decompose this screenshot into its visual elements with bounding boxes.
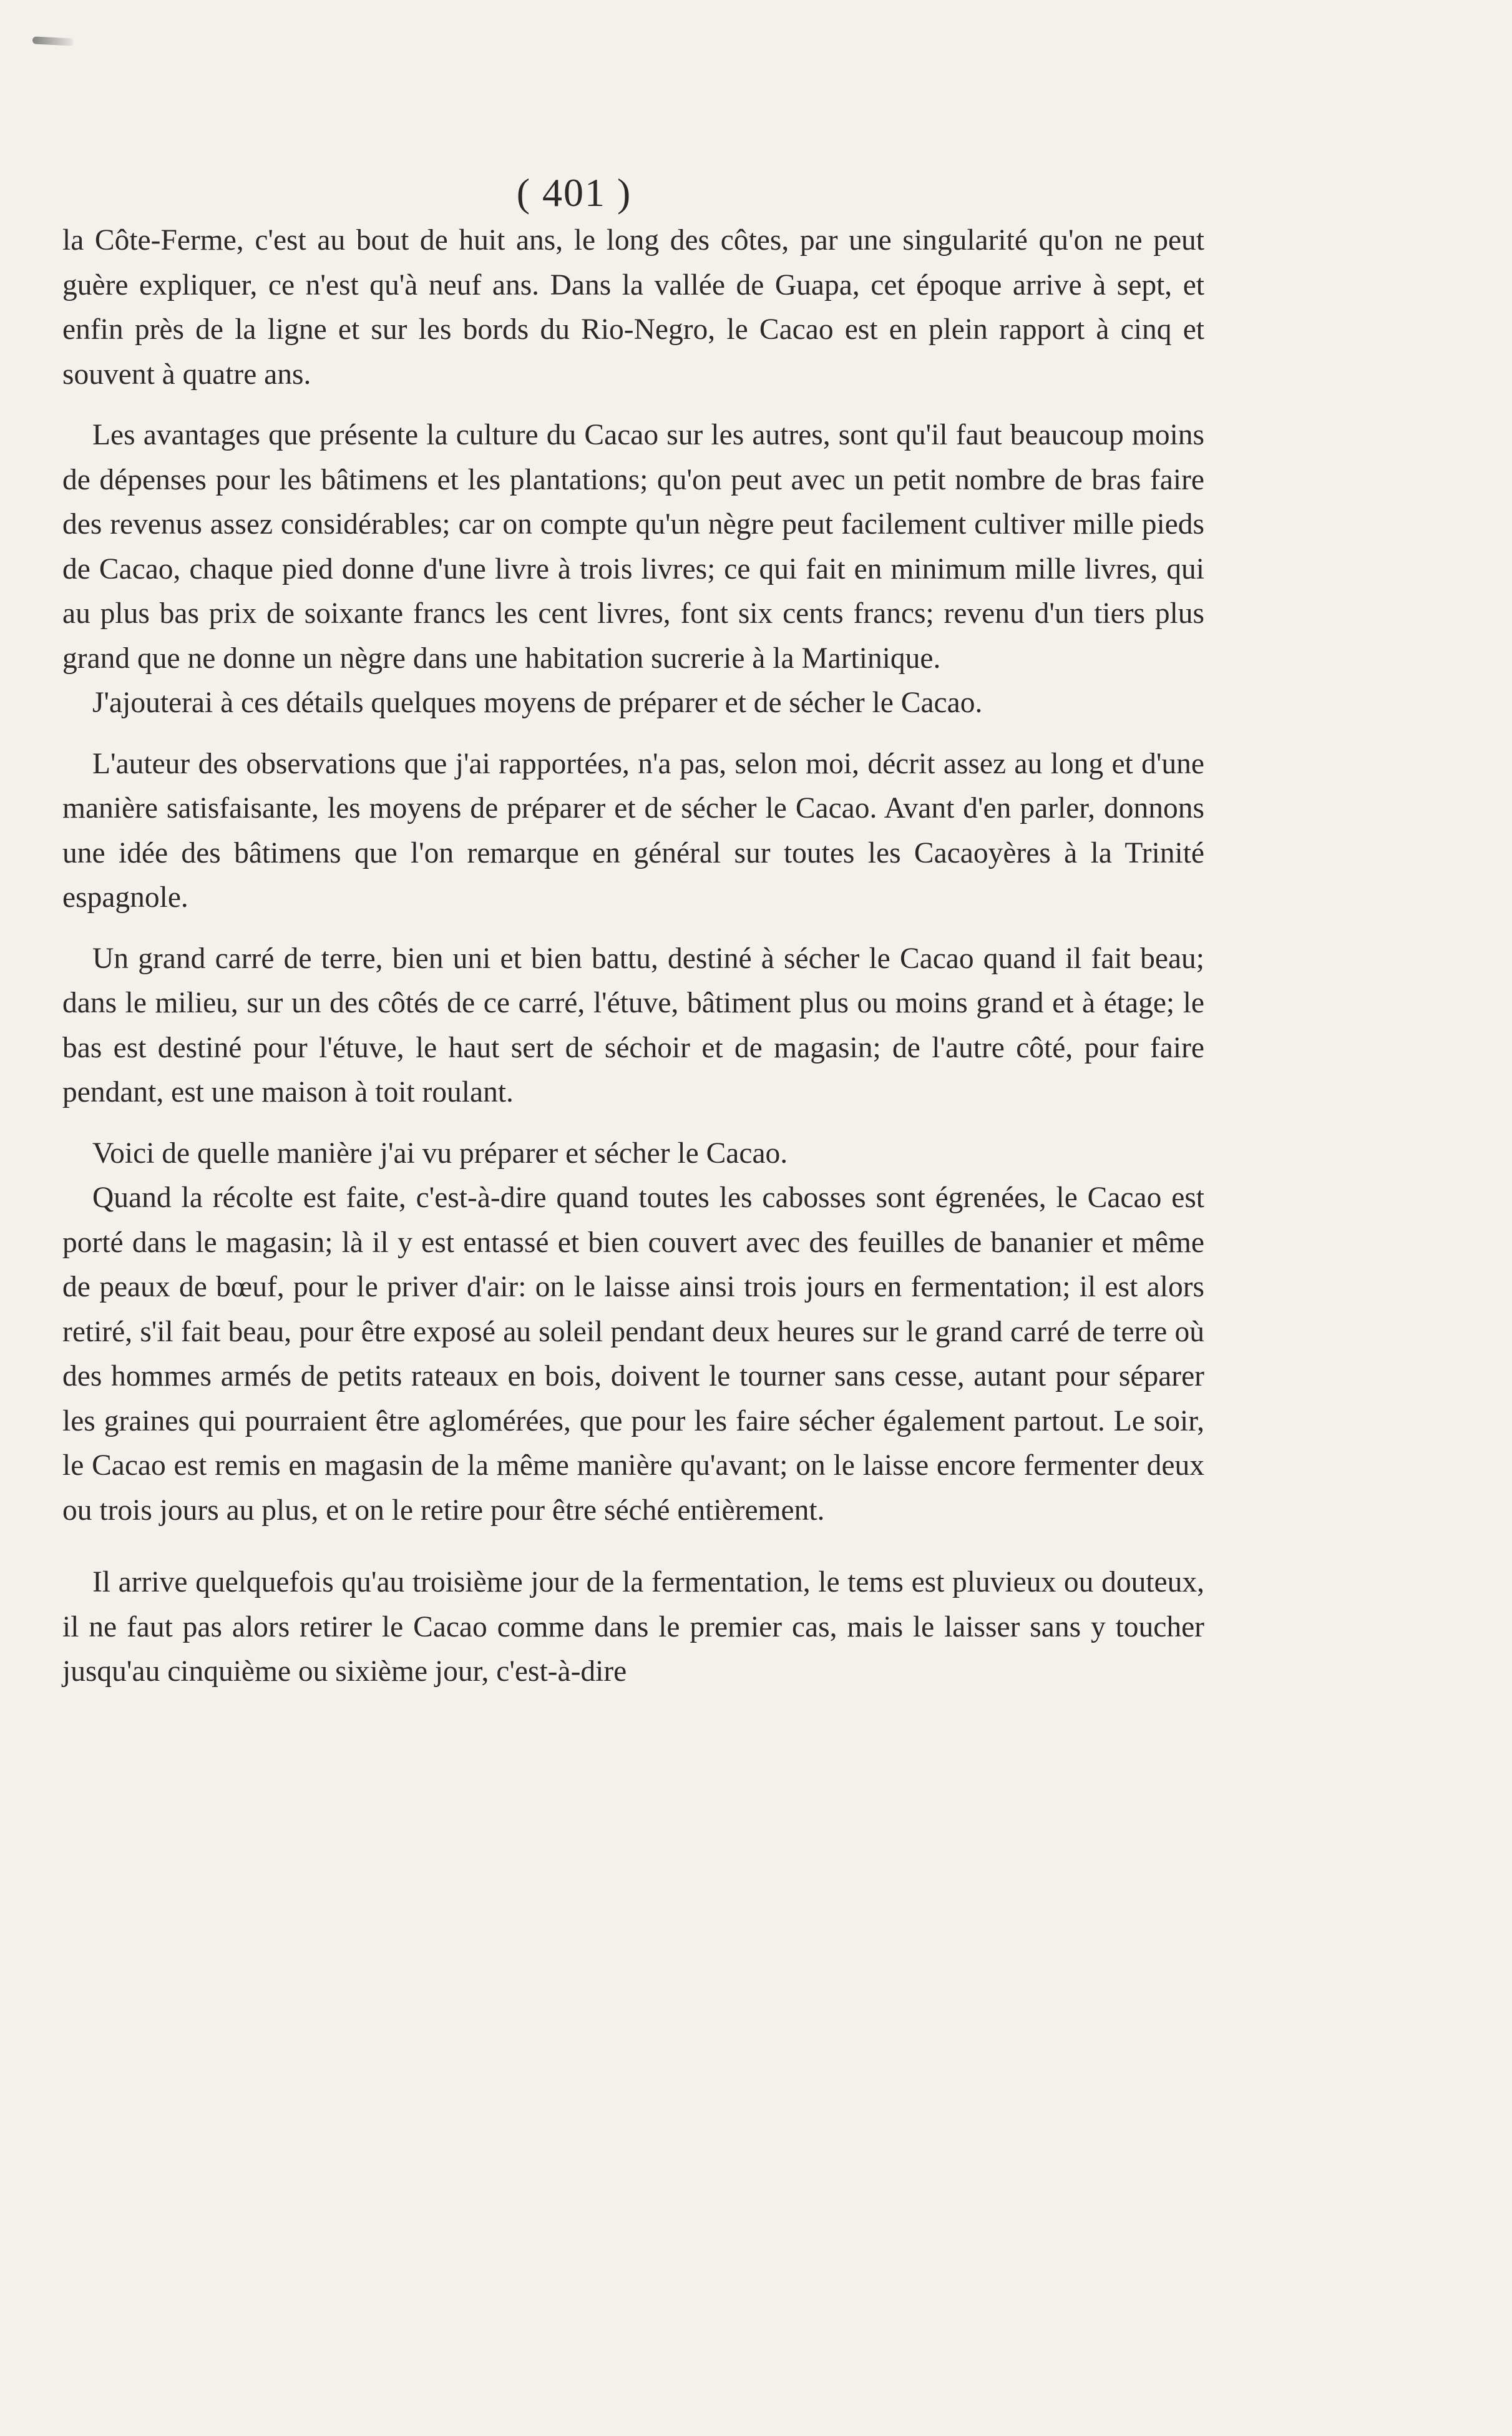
paragraph-1: la Côte-Ferme, c'est au bout de huit ans, le long des côtes, par une singularité qu'on ne peut guère expliquer, ce n'est qu'à neuf ans. Dans la vallée de Guapa, cet époque arrive à sept, et enfin près de la ligne et sur les bords du Rio-Negro, le Cacao est en plein rapport à cinq et souvent à quatre ans.: [62, 224, 1204, 391]
paragraph-5: Un grand carré de terre, bien uni et bien battu, destiné à sécher le Cacao quand il fait beau; dans le milieu, sur un des côtés de ce carré, l'étuve, bâtiment plus ou moins grand et à étage; le bas est destiné pour l'étuve, le haut sert de séchoir et de magasin; de l'autre côté, pour faire pendant, est une maison à toit roulant.: [62, 942, 1204, 1108]
paragraph-7: Quand la récolte est faite, c'est-à-dire quand toutes les cabosses sont égrenées, le Cacao est porté dans le magasin; là il y est entassé et bien couvert avec des feuilles de bananier et même de peaux de bœuf, pour le priver d'air: on le laisse ainsi trois jours en fermentation; il est alors retiré, s'il fait beau, pour être exposé au soleil pendant deux heures sur le grand carré de terre où des hommes armés de petits rateaux en bois, doivent le tourner sans cesse, autant pour séparer les graines qui pourraient être aglomérées, que pour les faire sécher également partout. Le soir, le Cacao est remis en magasin de la même manière qu'avant; on le laisse encore fermenter deux ou trois jours au plus, et on le retire pour être séché entièrement.: [62, 1181, 1204, 1527]
paragraph-2: Les avantages que présente la culture du Cacao sur les autres, sont qu'il faut beaucoup moins de dépenses pour les bâtimens et les plantations; qu'on peut avec un petit nombre de bras faire des revenus assez considérables; car on compte qu'un nègre peut facilement cultiver mille pieds de Cacao, chaque pied donne d'une livre à trois livres; ce qui fait en minimum mille livres, qui au plus bas prix de soixante francs les cent livres, font six cents francs; revenu d'un tiers plus grand que ne donne un nègre dans une habitation sucrerie à la Martinique.: [62, 419, 1204, 675]
paragraph-4: L'auteur des observations que j'ai rapportées, n'a pas, selon moi, décrit assez au long et d'une manière satisfaisante, les moyens de préparer et de sécher le Cacao. Avant d'en parler, donnons une idée des bâtimens que l'on remarque en général sur toutes les Cacaoyères à la Trinité espagnole.: [62, 747, 1204, 914]
paragraph-6: Voici de quelle manière j'ai vu préparer et sécher le Cacao.: [92, 1137, 788, 1170]
body-text: [62, 218, 1204, 1695]
paragraph-8: Il arrive quelquefois qu'au troisième jour de la fermentation, le tems est pluvieux ou douteux, il ne faut pas alors retirer le Cacao comme dans le premier cas, mais le laisser sans y toucher jusqu'au cinquième ou sixième jour, c'est-à-dire: [62, 1566, 1204, 1688]
page-number: ( 401 ): [516, 170, 632, 215]
ink-smudge: [32, 36, 74, 46]
paragraph-3: J'ajouterai à ces détails quelques moyens de préparer et de sécher le Cacao.: [92, 687, 983, 719]
